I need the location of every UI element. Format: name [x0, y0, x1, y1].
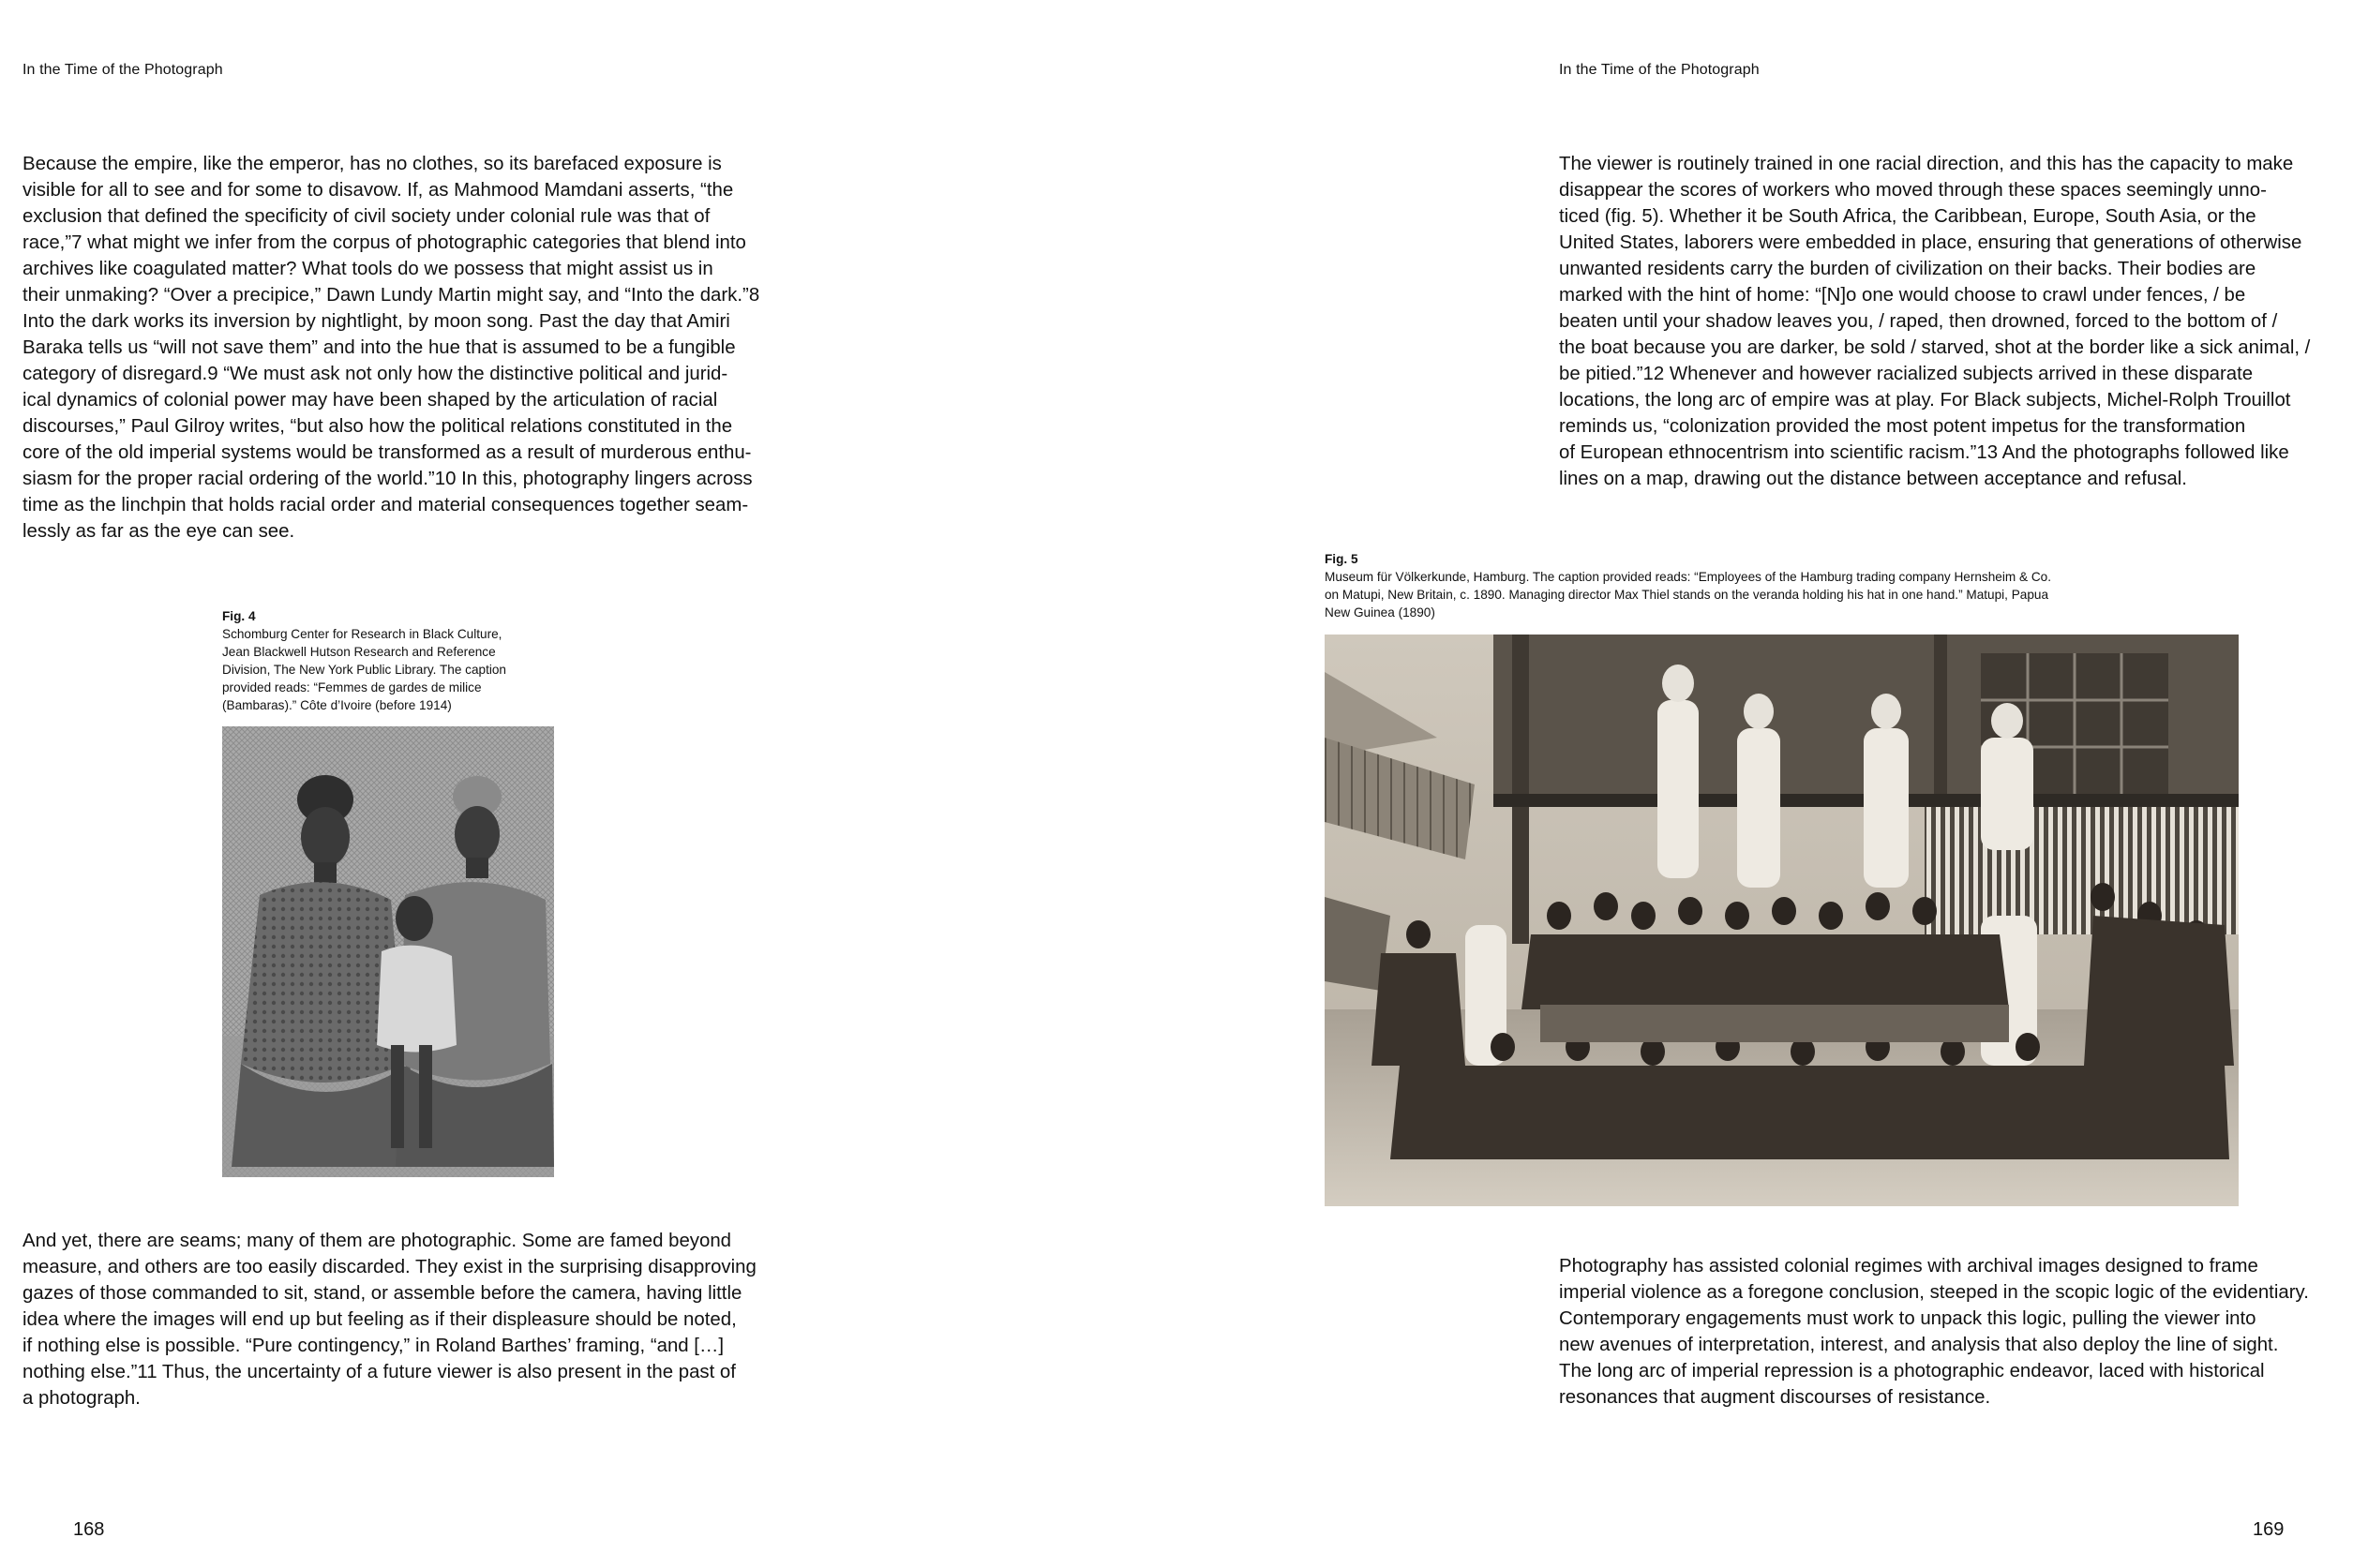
figure-5-caption: [1325, 550, 2168, 621]
caption-line: provided reads: “Femmes de gardes de milice: [222, 680, 482, 694]
text-line: Because the empire, like the emperor, has no clothes, so its barefaced exposure is: [22, 154, 722, 174]
text-line: measure, and others are too easily discarded. They exist in the surprising disapproving: [22, 1257, 757, 1277]
caption-line: Jean Blackwell Hutson Research and Reference: [222, 645, 496, 659]
text-line: lines on a map, drawing out the distance between acceptance and refusal.: [1559, 469, 2187, 489]
running-head-left: In the Time of the Photograph: [22, 62, 223, 78]
figure-label: Fig. 5: [1325, 552, 1358, 566]
text-line: gazes of those commanded to sit, stand, or assemble before the camera, having little: [22, 1283, 742, 1304]
text-line: idea where the images will end up but feeling as if their displeasure should be noted,: [22, 1309, 737, 1330]
text-line: And yet, there are seams; many of them are photographic. Some are famed beyond: [22, 1231, 732, 1251]
caption-line: on Matupi, New Britain, c. 1890. Managing director Max Thiel stands on the veranda holding his hat in one hand.” Matupi, Papua: [1325, 588, 2049, 602]
text-line: be pitied.”12 Whenever and however racialized subjects arrived in these disparate: [1559, 364, 2254, 384]
text-line: core of the old imperial systems would be transformed as a result of murderous enthu-: [22, 442, 752, 463]
text-line: siasm for the proper racial ordering of the world.”10 In this, photography lingers across: [22, 469, 753, 489]
text-line: disappear the scores of workers who moved through these spaces seemingly unno-: [1559, 180, 2267, 201]
text-line: imperial violence as a foregone conclusion, steeped in the scopic logic of the evidentiary.: [1559, 1282, 2309, 1303]
text-line: a photograph.: [22, 1388, 141, 1409]
text-line: Contemporary engagements must work to unpack this logic, pulling the viewer into: [1559, 1308, 2256, 1329]
text-line: United States, laborers were embedded in place, ensuring that generations of otherwise: [1559, 232, 2302, 253]
text-line: archives like coagulated matter? What tools do we possess that might assist us in: [22, 259, 713, 279]
caption-line: New Guinea (1890): [1325, 605, 1435, 620]
figure-label: Fig. 4: [222, 609, 256, 623]
page-number-left: 168: [73, 1519, 105, 1540]
text-line: resonances that augment discourses of resistance.: [1559, 1387, 1991, 1408]
text-line: the boat because you are darker, be sold / starved, shot at the border like a sick animal, /: [1559, 337, 2311, 358]
figure-4-photograph: [222, 726, 554, 1177]
text-line: marked with the hint of home: “[N]o one would choose to crawl under fences, / be: [1559, 285, 2246, 306]
page-number-right: 169: [2253, 1519, 2285, 1540]
text-line: their unmaking? “Over a precipice,” Dawn Lundy Martin might say, and “Into the dark.”8: [22, 285, 760, 306]
text-line: of European ethnocentrism into scientific racism.”13 And the photographs followed like: [1559, 442, 2289, 463]
text-line: Into the dark works its inversion by nightlight, by moon song. Past the day that Amiri: [22, 311, 730, 332]
left-paragraph-bottom: [22, 1228, 801, 1411]
right-page: [1176, 0, 2353, 1568]
caption-line: (Bambaras).” Côte d’Ivoire (before 1914): [222, 698, 452, 712]
figure-4-caption: [222, 607, 560, 714]
text-line: Photography has assisted colonial regimes with archival images designed to frame: [1559, 1256, 2258, 1277]
text-line: nothing else.”11 Thus, the uncertainty of a future viewer is also present in the past of: [22, 1362, 736, 1382]
caption-line: Division, The New York Public Library. The caption: [222, 663, 506, 677]
running-head-right: In the Time of the Photograph: [1559, 62, 1760, 78]
left-page: [0, 0, 1176, 1568]
text-line: ical dynamics of colonial power may have been shaped by the articulation of racial: [22, 390, 718, 411]
text-line: exclusion that defined the specificity of civil society under colonial rule was that of: [22, 206, 711, 227]
text-line: race,”7 what might we infer from the corpus of photographic categories that blend into: [22, 232, 746, 253]
figure-5-photograph: [1325, 635, 2239, 1206]
text-line: The long arc of imperial repression is a photographic endeavor, laced with historical: [1559, 1361, 2265, 1381]
text-line: unwanted residents carry the burden of civilization on their backs. Their bodies are: [1559, 259, 2256, 279]
caption-line: Museum für Völkerkunde, Hamburg. The caption provided reads: “Employees of the Hamburg trading company Hernsheim & Co.: [1325, 570, 2051, 584]
text-line: category of disregard.9 “We must ask not only how the distinctive political and jurid-: [22, 364, 728, 384]
right-paragraph-top: [1559, 151, 2337, 492]
right-paragraph-bottom: [1559, 1253, 2337, 1411]
text-line: new avenues of interpretation, interest, and analysis that also deploy the line of sight.: [1559, 1335, 2279, 1355]
text-line: lessly as far as the eye can see.: [22, 521, 295, 542]
left-paragraph-top: [22, 151, 801, 545]
text-line: discourses,” Paul Gilroy writes, “but also how the political relations constituted in the: [22, 416, 733, 437]
text-line: reminds us, “colonization provided the most potent impetus for the transformation: [1559, 416, 2246, 437]
text-line: visible for all to see and for some to disavow. If, as Mahmood Mamdani asserts, “the: [22, 180, 734, 201]
text-line: locations, the long arc of empire was at play. For Black subjects, Michel-Rolph Trouillot: [1559, 390, 2291, 411]
text-line: beaten until your shadow leaves you, / raped, then drowned, forced to the bottom of /: [1559, 311, 2278, 332]
text-line: The viewer is routinely trained in one racial direction, and this has the capacity to make: [1559, 154, 2294, 174]
text-line: time as the linchpin that holds racial order and material consequences together seam-: [22, 495, 749, 515]
caption-line: Schomburg Center for Research in Black Culture,: [222, 627, 502, 641]
text-line: if nothing else is possible. “Pure contingency,” in Roland Barthes’ framing, “and […]: [22, 1336, 725, 1356]
text-line: Baraka tells us “will not save them” and into the hue that is assumed to be a fungible: [22, 337, 736, 358]
text-line: ticed (fig. 5). Whether it be South Africa, the Caribbean, Europe, South Asia, or the: [1559, 206, 2256, 227]
